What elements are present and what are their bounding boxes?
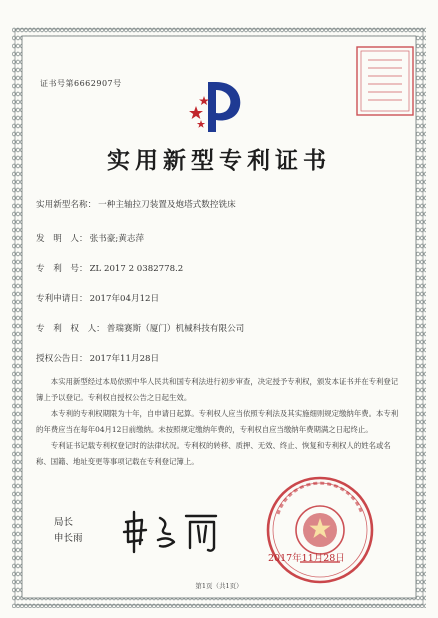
handwritten-signature <box>120 508 226 556</box>
field-label: 专 利 权 人： <box>36 324 105 334</box>
body-paragraph: 本实用新型经过本局依照中华人民共和国专利法进行初步审查，决定授予专利权，颁发本证书并在专利登记簿上予以登记。专利权自授权公告之日起生效。 <box>36 377 399 402</box>
field-utility-model-name <box>36 198 236 210</box>
field-value: 2017年11月28日 <box>89 354 160 364</box>
certificate-title: 实用新型专利证书 <box>107 148 331 174</box>
field-patentee <box>36 322 244 334</box>
field-inventors <box>36 232 144 244</box>
body-paragraph: 专利证书记载专利权登记时的法律状况。专利权的转移、质押、无效、终止、恢复和专利权人的姓名或名称、国籍、地址变更等事项记载在专利登记簿上。 <box>36 441 391 466</box>
field-value: 一种主轴拉刀装置及炮塔式数控铣床 <box>98 200 236 210</box>
patent-office-logo <box>182 72 248 138</box>
field-label: 专利申请日： <box>36 294 88 304</box>
certificate-body <box>36 374 402 470</box>
field-label: 专 利 号： <box>36 264 88 274</box>
field-value: ZL 2017 2 0382778.2 <box>89 264 184 274</box>
page-footer: 第1页（共1页） <box>195 582 243 590</box>
seal-date: 2017年11月28日 <box>268 553 345 564</box>
signatory-name: 申长雨 <box>54 533 83 544</box>
field-value: 2017年04月12日 <box>89 294 160 304</box>
field-application-date <box>36 292 159 304</box>
signatory-title: 局长 <box>54 517 74 528</box>
body-paragraph: 本专利的专利权期限为十年，自申请日起算。专利权人应当依照专利法及其实施细则规定缴纳年费。本专利的年费应当在每年04月12日前缴纳。未按照规定缴纳年费的，专利权自应当缴纳年费期满之日起终止。 <box>36 409 399 434</box>
official-seal <box>264 474 376 586</box>
field-value: 普瑞赛斯（厦门）机械科技有限公司 <box>106 324 245 334</box>
certificate-number: 证书号第6662907号 <box>40 79 122 88</box>
field-label: 实用新型名称： <box>36 200 97 210</box>
field-label: 发 明 人： <box>36 234 88 244</box>
office-stamp-top <box>354 44 416 118</box>
field-grant-date <box>36 352 159 364</box>
field-value: 张书豪;黄志萍 <box>89 234 145 244</box>
field-label: 授权公告日： <box>36 354 88 364</box>
field-patent-number <box>36 262 183 274</box>
